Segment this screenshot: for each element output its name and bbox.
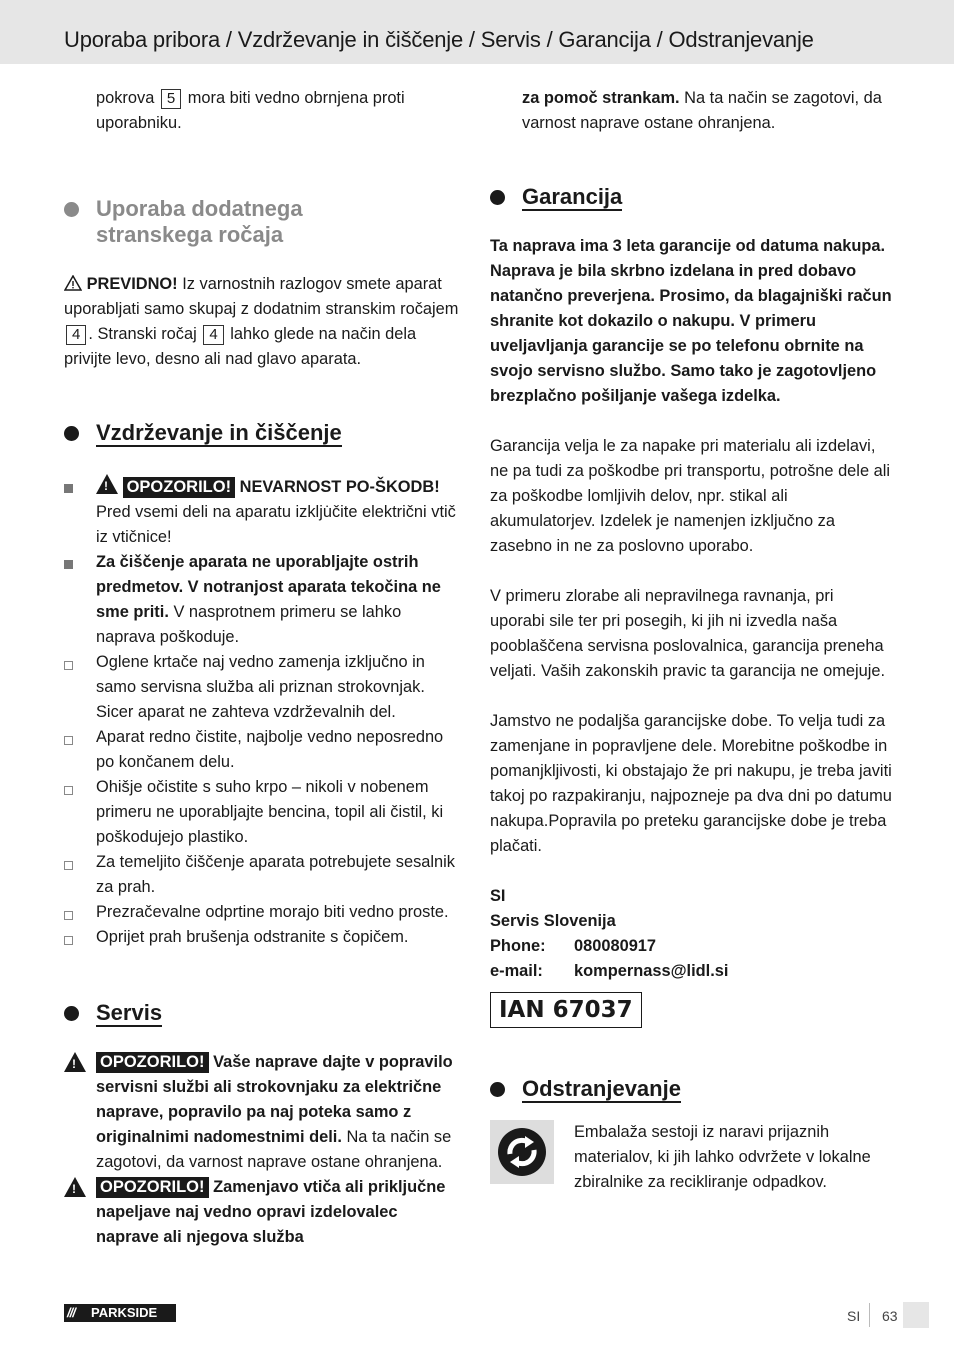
page-header — [0, 0, 954, 64]
square-bullet-icon — [64, 484, 73, 493]
part-number-box: 4 — [66, 325, 86, 345]
intro-paragraph — [64, 86, 464, 136]
contact-email-row — [490, 959, 892, 984]
list-item: Aparat redno čistite, najbolje vedno neposredno po končanem delu. — [64, 725, 464, 775]
open-square-bullet-icon — [64, 936, 73, 945]
page-info — [847, 1308, 898, 1324]
contact-country: SI — [490, 887, 506, 905]
warranty-paragraph-1: Garancija velja le za napake pri materialu ali izdelavi, ne pa tudi za poškodbe pri transportu, potrošne dele ali za poškodbe lomljivih delov, npr. stikal ali akumulatorjev. Izdelek je namenjen izključno za zasebno in ne za poslovno uporabo. — [490, 437, 891, 555]
section-heading-disposal: Odstranjevanje — [490, 1076, 892, 1102]
warning-badge: OPOZORILO! — [123, 477, 236, 498]
section-heading-maintenance: Vzdrževanje in čiščenje — [64, 420, 464, 446]
section-heading-service: Servis — [64, 1000, 464, 1026]
side-handle-paragraph: PREVIDNO! Iz varnostnih razlogov smete aparat uporabljati samo skupaj z dodatnim stranskim ročajem 4 . Stranski ročaj 4 lahko glede na način dela privijte levo, desno ali nad glavo aparata. — [64, 275, 459, 368]
square-bullet-icon — [64, 560, 73, 569]
warranty-bold-paragraph: Ta naprava ima 3 leta garancije od datuma nakupa. Naprava je bila skrbno izdelana in pred dobavo natančno preverjena. Prosimo, da blagajniški račun shranite kot dokazilo o nakupu. V primeru uveljavljanja garancije se po telefonu obrnite na svojo servisno službo. Samo tako je zagotovljeno brezplačno pošiljanje vašega izdelka. — [490, 237, 892, 405]
warning-badge: OPOZORILO! — [96, 1177, 209, 1198]
disposal-block — [490, 1120, 892, 1195]
warning-triangle-icon — [64, 1052, 86, 1072]
service-warning-2: ! OPOZORILO! Zamenjavo vtiča ali priključne napeljave naj vedno opravi izdelovalec naprave ali njegova služba — [64, 1175, 464, 1250]
phone-number: 080080917 — [574, 937, 657, 955]
contact-phone-row — [490, 934, 892, 959]
open-square-bullet-icon — [64, 911, 73, 920]
caution-triangle-icon — [64, 275, 82, 291]
open-square-bullet-icon — [64, 661, 73, 670]
page-corner-tab — [903, 1302, 929, 1328]
bullet-dot-icon — [64, 1006, 79, 1021]
list-item: Za temeljito čiščenje aparata potrebujete sesalnik za prah. — [64, 850, 464, 900]
contact-name: Servis Slovenija — [490, 912, 616, 930]
page-number: 63 — [882, 1308, 898, 1324]
open-square-bullet-icon — [64, 861, 73, 870]
part-number-box: 5 — [161, 89, 181, 109]
open-square-bullet-icon — [64, 786, 73, 795]
email-label: e-mail: — [490, 962, 543, 980]
warning-triangle-icon — [96, 474, 118, 494]
section-heading-side-handle: Uporaba dodatnega stranskega ročaja — [64, 196, 464, 248]
ian-box: IAN 67037 — [490, 992, 642, 1028]
warning-triangle-icon — [64, 1177, 86, 1197]
list-item: ! OPOZORILO! NEVARNOST PO-ŠKODB! Pred vsemi deli na aparatu izklju̇čite električni vtič iz vtičnice! — [64, 474, 464, 550]
warranty-paragraph-3: Jamstvo ne podaljša garancijske dobe. To velja tudi za zamenjane in popravljene dele. Morebitne poškodbe in pomanjkljivosti, ki obstajajo že pri nakupu, je treba javiti takoj po razpakiranju, najpozneje pa dva dni po datumu nakupa.Popravila po preteku garancijske dobe je treba plačati. — [490, 712, 892, 855]
logo-slashes-icon: /// — [67, 1305, 75, 1320]
phone-label: Phone: — [490, 937, 546, 955]
part-number-box: 4 — [203, 325, 223, 345]
footer-divider — [869, 1303, 870, 1327]
list-item: Ohišje očistite s suho krpo – nikoli v nobenem primeru ne uporabljajte bencina, topil ali čistil, ki poškodujejo plastiko. — [64, 775, 464, 850]
caution-label: PREVIDNO! — [86, 275, 178, 293]
language-code: SI — [847, 1308, 861, 1324]
disposal-text: Embalaža sestoji iz naravi prijaznih materialov, ki jih lahko odvržete v lokalne zbiralnike za recikliranje odpadkov. — [574, 1123, 871, 1191]
bullet-dot-icon — [490, 190, 505, 205]
list-item: Prezračevalne odprtine morajo biti vedno proste. — [64, 900, 464, 925]
open-square-bullet-icon — [64, 736, 73, 745]
left-column — [64, 86, 464, 1250]
warranty-paragraph-2: V primeru zlorabe ali nepravilnega ravnanja, pri uporabi sile ter pri posegih, ki jih ni izvedla naša pooblaščena servisna poslovalnica, garancija preneha veljati. Vaših zakonskih pravic ta garancija ne omejuje. — [490, 587, 886, 680]
list-item: Za čiščenje aparata ne uporabljajte ostrih predmetov. V notranjost aparata tekočina ne sme priti. V nasprotnem primeru se lahko naprava poškoduje. — [64, 550, 464, 650]
list-item: Oglene krtače naj vedno zamenja izključno in samo servisna služba ali priznan strokovnjak. Sicer aparat ne zahteva vzdrževalnih del. — [64, 650, 464, 725]
list-item: Oprijet prah brušenja odstranite s čopičem. — [64, 925, 464, 950]
email-address: kompernass@lidl.si — [574, 962, 729, 980]
bullet-dot-icon — [64, 426, 79, 441]
right-column — [490, 86, 892, 1195]
parkside-logo: /// PARKSIDE — [64, 1304, 176, 1322]
intro-text-pre: pokrova — [96, 89, 155, 107]
page-title: Uporaba pribora / Vzdrževanje in čiščenje / Servis / Garancija / Odstranjevanje — [64, 27, 814, 52]
service-continuation: za pomoč strankam. Na ta način se zagotovi, da varnost naprave ostane ohranjena. — [522, 89, 882, 132]
service-warning-1: ! OPOZORILO! Vaše naprave dajte v popravilo servisni službi ali strokovnjaku za električne naprave, popravilo pa naj poteka samo z originalnimi nadomestnimi deli. Na ta način se zagotovi, da varnost naprave ostane ohranjena. — [64, 1050, 464, 1175]
intro-text-post: mora biti vedno obrnjena proti uporabniku. — [96, 89, 405, 132]
bullet-dot-icon — [490, 1082, 505, 1097]
recycling-icon — [490, 1120, 554, 1184]
warning-badge: OPOZORILO! — [96, 1052, 209, 1073]
bullet-dot-icon — [64, 202, 79, 217]
section-heading-warranty: Garancija — [490, 184, 892, 210]
